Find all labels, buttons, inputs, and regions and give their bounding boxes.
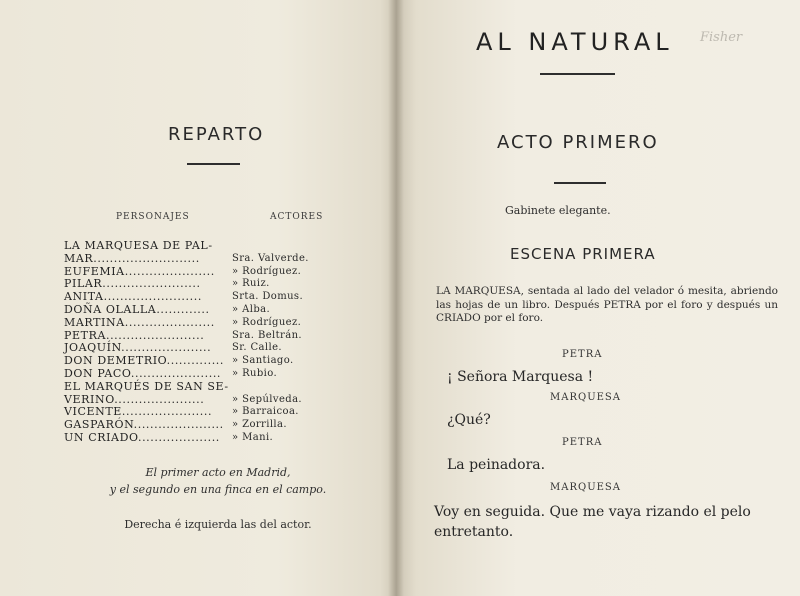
cast-row — [64, 253, 334, 266]
role-name: VERINO...................... — [64, 392, 205, 406]
act-rule — [554, 182, 606, 184]
role-name: EUFEMIA...................... — [64, 264, 215, 278]
act-title: ACTO PRIMERO — [497, 132, 659, 153]
pencil-annotation: Fisher — [700, 30, 743, 45]
cast-row — [64, 317, 334, 330]
cast-row — [64, 368, 334, 381]
title-rule — [540, 73, 615, 75]
speaker-name: MARQUESA — [550, 392, 621, 403]
role-name: EL MARQUÉS DE SAN SE- — [64, 379, 229, 393]
dialogue-line: ¿Qué? — [447, 412, 491, 428]
actor-name: Sra. Valverde. — [232, 252, 309, 264]
cast-list-title: REPARTO — [168, 124, 265, 145]
stage-direction: LA MARQUESA, sentada al lado del velador ó mesita, abriendo las hojas de un libro. Después PETRA por el foro y después un CRIADO por el foro. — [436, 285, 778, 324]
role-name: GASPARÓN...................... — [64, 418, 224, 432]
actor-name: » Santiago. — [232, 355, 294, 367]
speaker-name: MARQUESA — [550, 482, 621, 493]
role-name: DON PACO...................... — [64, 366, 222, 380]
dialogue-line: ¡ Señora Marquesa ! — [447, 369, 594, 385]
speaker-name: PETRA — [562, 349, 603, 360]
role-name: LA MARQUESA DE PAL- — [64, 239, 213, 252]
actor-name: » Rodríguez. — [232, 316, 302, 328]
cast-row — [64, 381, 334, 394]
actor-name: » Alba. — [232, 303, 271, 315]
book-gutter — [388, 0, 404, 596]
actor-name: » Zorrilla. — [232, 419, 287, 431]
role-name: MARTINA...................... — [64, 315, 215, 329]
actor-name: » Rubio. — [232, 367, 278, 379]
role-name: MAR.......................... — [64, 251, 200, 265]
title-rule — [187, 163, 240, 165]
actor-name: » Rodríguez. — [232, 265, 302, 277]
actor-name: » Ruiz. — [232, 278, 270, 290]
cast-row — [64, 304, 334, 317]
dialogue-line: La peinadora. — [447, 457, 546, 473]
setting-note-line: El primer acto en Madrid, — [145, 466, 291, 479]
role-name: ANITA........................ — [64, 290, 202, 304]
left-page — [0, 0, 396, 596]
role-name: DON DEMETRIO.............. — [64, 354, 224, 368]
role-name: VICENTE...................... — [64, 405, 213, 419]
actor-name: » Sepúlveda. — [232, 393, 303, 405]
scene-setting: Gabinete elegante. — [505, 204, 611, 217]
actor-name: » Mani. — [232, 431, 274, 443]
cast-row — [64, 240, 334, 253]
role-name: UN CRIADO.................... — [64, 430, 220, 444]
dialogue-line: Voy en seguida. Que me vaya rizando el pelo entretanto. — [434, 504, 751, 540]
role-name: DOÑA OLALLA............. — [64, 302, 210, 316]
setting-note-line: y el segundo en una finca en el campo. — [109, 483, 327, 496]
actors-column-header: ACTORES — [270, 212, 324, 222]
roles-column-header: PERSONAJES — [116, 212, 190, 222]
actor-name: Srta. Domus. — [232, 291, 304, 303]
cast-row — [64, 432, 334, 445]
scene-title: ESCENA PRIMERA — [510, 245, 656, 263]
actor-name: » Barraicoa. — [232, 406, 299, 418]
role-name: PETRA........................ — [64, 328, 205, 342]
cast-list — [64, 240, 334, 445]
role-name: JOAQUÍN...................... — [64, 341, 212, 355]
speaker-name: PETRA — [562, 437, 603, 448]
setting-note — [100, 464, 336, 498]
play-title: AL NATURAL — [476, 28, 674, 56]
actor-name: Sra. Beltrán. — [232, 329, 302, 341]
stage-orientation-note: Derecha é izquierda las del actor. — [124, 518, 312, 531]
actor-name: Sr. Calle. — [232, 342, 282, 354]
role-name: PILAR........................ — [64, 277, 201, 291]
